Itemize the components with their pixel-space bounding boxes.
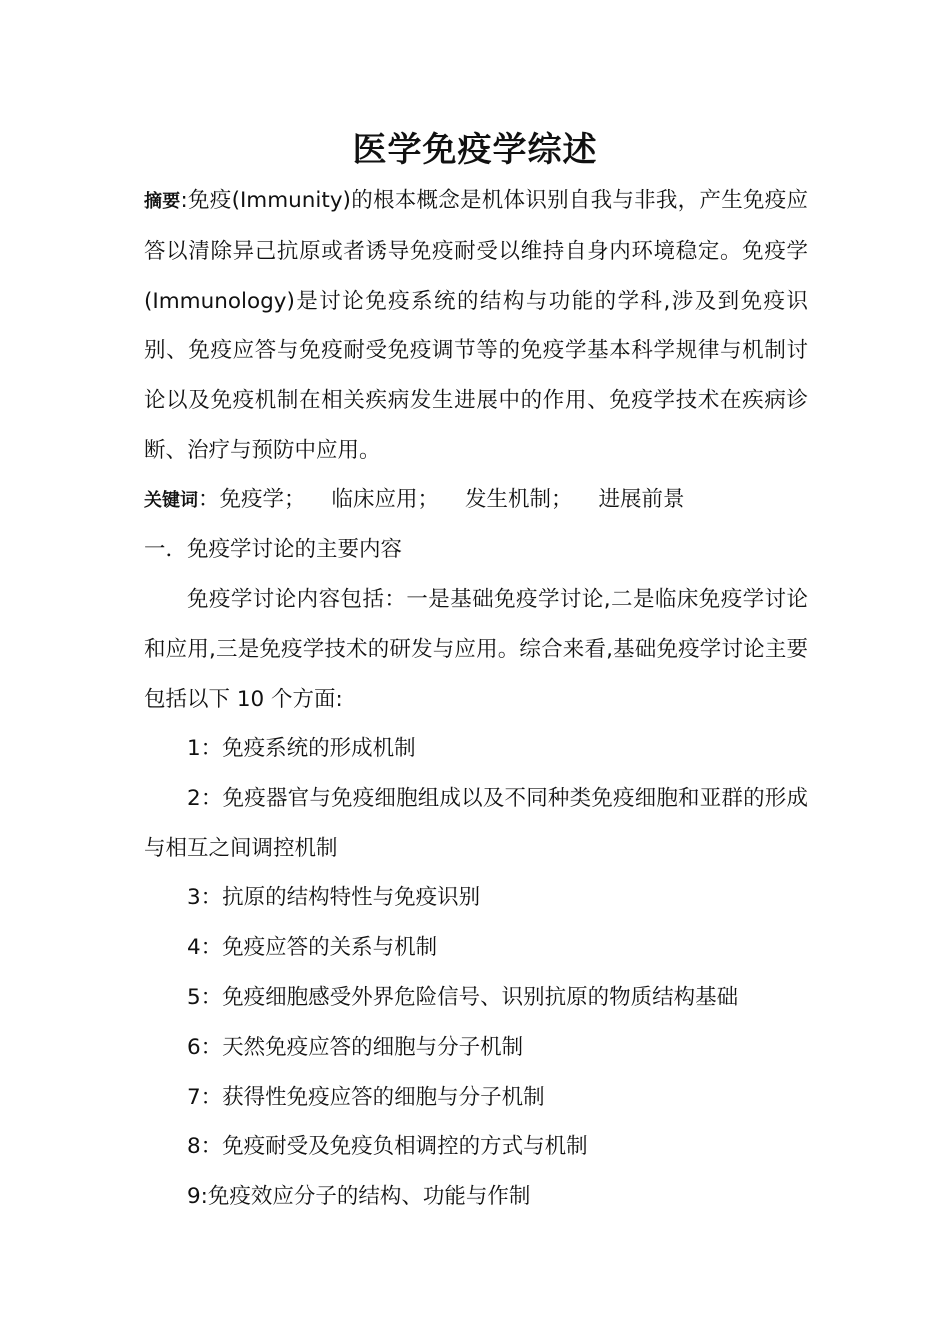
document-title: 医学免疫学综述 (352, 130, 598, 170)
list-item: 4：免疫应答的关系与机制 (187, 935, 438, 961)
research-areas-list (144, 724, 808, 1222)
list-item: 2：免疫器官与免疫细胞组成以及不同种类免疫细胞和亚群的形成与相互之间调控机制 (144, 785, 808, 861)
list-item: 7：获得性免疫应答的细胞与分子机制 (187, 1084, 545, 1110)
intro-paragraph: 免疫学讨论内容包括：一是基础免疫学讨论,二是临床免疫学讨论和应用,三是免疫学技术的研发与应用。综合来看,基础免疫学讨论主要包括以下 10 个方面: (144, 587, 808, 712)
section-heading: 一．免疫学讨论的主要内容 (144, 537, 403, 562)
keyword-item: 进展前景 (598, 487, 685, 512)
list-item: 9:免疫效应分子的结构、功能与作制 (187, 1184, 531, 1210)
list-item: 3：抗原的结构特性与免疫识别 (187, 885, 481, 911)
list-item: 8：免疫耐受及免疫负相调控的方式与机制 (187, 1134, 588, 1160)
list-item: 6：天然免疫应答的细胞与分子机制 (187, 1034, 524, 1060)
keywords-label: 关键词 (144, 490, 198, 511)
list-item: 5：免疫细胞感受外界危险信号、识别抗原的物质结构基础 (187, 984, 739, 1010)
abstract-paragraph (144, 176, 808, 476)
keyword-item: 发生机制； (465, 487, 573, 512)
list-item: 1：免疫系统的形成机制 (187, 736, 416, 761)
keywords-line (144, 475, 808, 526)
keyword-item: ：免疫学； (198, 487, 306, 512)
abstract-label: 摘要 (144, 191, 181, 212)
keyword-item: 临床应用； (331, 487, 440, 512)
abstract-text: :免疫(Immunity)的根本概念是机体识别自我与非我，产生免疫应答以清除异己抗原或者诱导免疫耐受以维持自身内环境稳定。免疫学(Immunology)是讨论免疫系统的结构与功能的学科,涉及到免疫识别、免疫应答与免疫耐受免疫调节等的免疫学基本科学规律与机制讨论以及免疫机制在相关疾病发生进展中的作用、免疫学技术在疾病诊断、治疗与预防中应用。 (144, 188, 808, 463)
